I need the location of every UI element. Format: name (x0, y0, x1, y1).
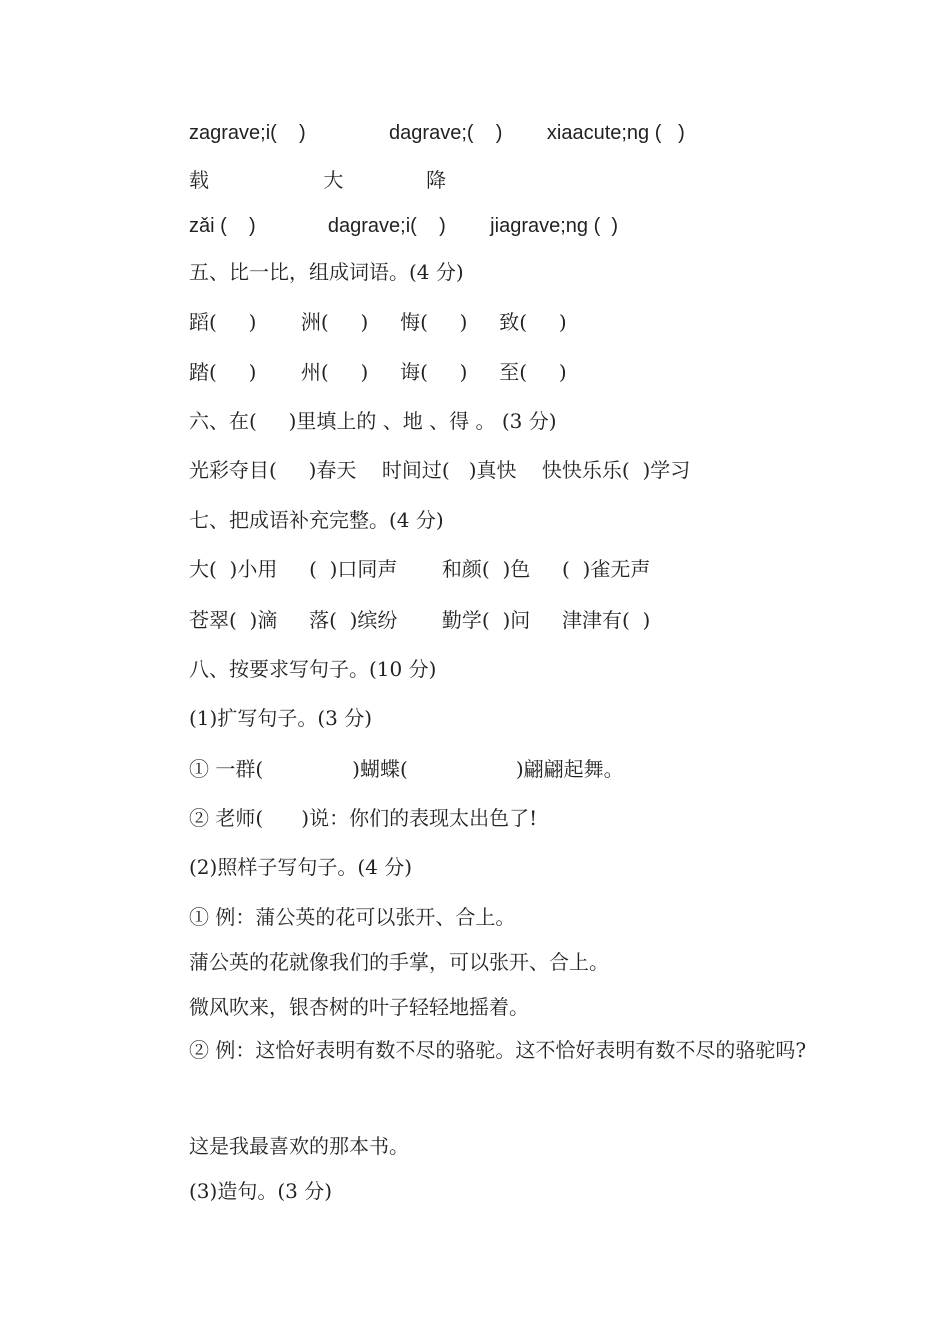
section-7-heading: 七、把成语补充完整。(4 分) (189, 508, 444, 532)
imitate-sentence-heading: (2)照样子写句子。(4 分) (189, 855, 413, 879)
section-5-heading: 五、比一比，组成词语。(4 分) (189, 260, 464, 284)
section-6-heading: 六、在( )里填上的 、地 、得 。 (3 分) (189, 409, 557, 433)
character-row: 载 大 降 (189, 168, 447, 192)
example-2-text: ② 例：这恰好表明有数不尽的骆驼。这不恰好表明有数不尽的骆驼吗? (189, 1038, 807, 1062)
expand-sentence-2: ② 老师( )说：你们的表现太出色了! (189, 806, 538, 830)
idiom-row-2: 苍翠( )滴 落( )缤纷 勤学( )问 津津有( ) (189, 608, 651, 632)
example-1-answer: 蒲公英的花就像我们的手掌，可以张开、合上。 (189, 950, 609, 974)
pinyin-row-1: zagrave;i( ) dagrave;( ) xiaacute;ng ( ) (189, 122, 685, 144)
make-sentence-heading: (3)造句。(3 分) (189, 1179, 333, 1203)
pinyin-row-2: zǎi ( ) dagrave;i( ) jiagrave;ng ( ) (189, 215, 619, 237)
exercise-1: 微风吹来，银杏树的叶子轻轻地摇着。 (189, 995, 529, 1019)
compare-row-1: 蹈( ) 洲( ) 悔( ) 致( ) (189, 310, 567, 334)
expand-sentence-1: ① 一群( )蝴蝶( )翩翩起舞。 (189, 757, 624, 781)
fill-de-row: 光彩夺目( )春天 时间过( )真快 快快乐乐( )学习 (189, 458, 691, 482)
expand-sentence-heading: (1)扩写句子。(3 分) (189, 706, 373, 730)
exercise-2: 这是我最喜欢的那本书。 (189, 1134, 409, 1158)
idiom-row-1: 大( )小用 ( )口同声 和颜( )色 ( )雀无声 (189, 557, 651, 581)
compare-row-2: 踏( ) 州( ) 诲( ) 至( ) (189, 360, 567, 384)
example-2 (145, 1030, 815, 1070)
section-8-heading: 八、按要求写句子。(10 分) (189, 657, 437, 681)
example-1: ① 例：蒲公英的花可以张开、合上。 (189, 905, 516, 929)
